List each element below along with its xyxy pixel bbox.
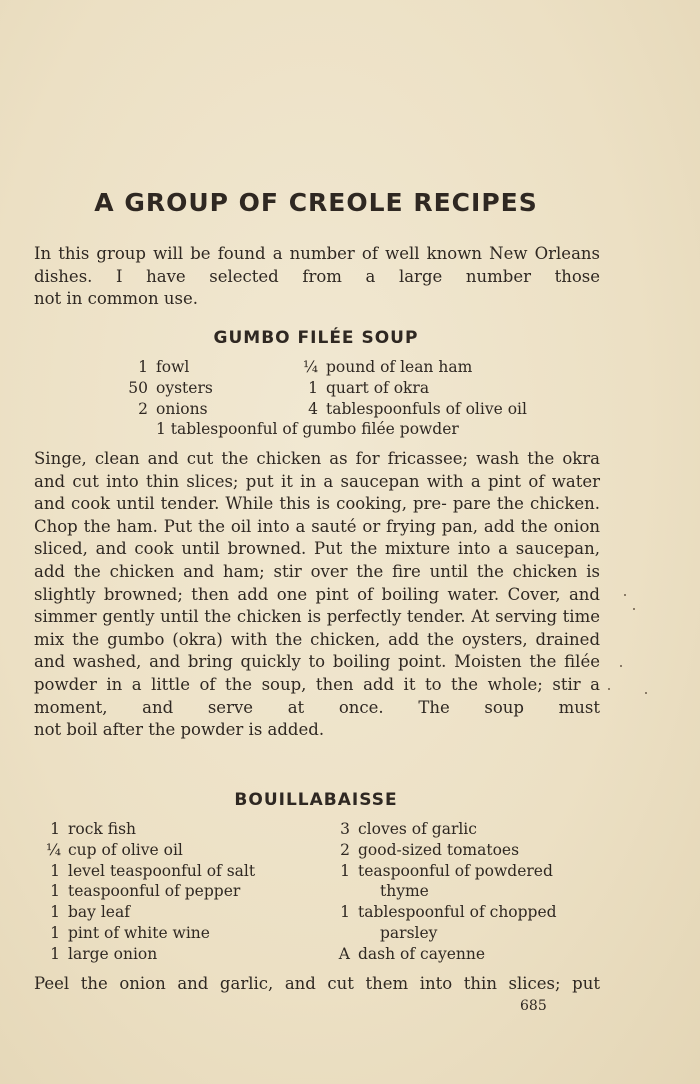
method-line: the filée powder in a little of the soup, then add it to the (34, 652, 600, 694)
ingredient: ¼ pound of lean ham (302, 358, 473, 376)
method-line: pare the chicken. Chop the ham. Put the oil into a sauté or (34, 494, 600, 536)
method-line: over the fire until the chicken is slightly browned; then add (34, 561, 600, 604)
bouillabaisse-ingredients-left (46, 819, 255, 965)
paper-speck (645, 692, 647, 694)
method-line: Singe, clean and cut the chicken as for fricassee; wash the (34, 449, 555, 468)
ingredient: 1 pint of white wine (50, 923, 210, 942)
ingredient: 2 good-sized tomatoes (340, 840, 520, 859)
intro-line: not in common use. (34, 289, 198, 309)
ingredient: 4 tablespoonfuls of olive oil (308, 399, 527, 418)
gumbo-method (34, 448, 600, 742)
page-number: 685 (520, 998, 547, 1014)
bouillabaisse-method (34, 973, 600, 996)
ingredient: 50 oysters (128, 378, 213, 397)
paper-speck (624, 594, 626, 596)
ingredient: 1 bay leaf (50, 903, 130, 922)
ingredient: 1 teaspoonful of pepper (50, 882, 241, 901)
ingredient: parsley (380, 923, 438, 942)
method-line: and washed, and bring quickly to boiling point. Moisten (34, 652, 522, 672)
method-line: not boil after the powder is added. (34, 720, 325, 740)
intro-paragraph (34, 243, 600, 311)
ingredient: 1 quart of okra (308, 378, 430, 397)
paper-speck (633, 608, 635, 610)
paper-speck (620, 665, 622, 667)
ingredient: 1 level teaspoonful of salt (50, 861, 256, 880)
bouillabaisse-ingredients-right (334, 819, 557, 965)
gumbo-ingredients-right (300, 357, 527, 419)
bouillabaisse-heading: BOUILLABAISSE (234, 790, 398, 810)
gumbo-ingredient-center: 1 tablespoonful of gumbo filée powder (156, 420, 459, 438)
intro-line: In this group will be found a number of well known New (34, 244, 528, 263)
ingredient: 1 fowl (138, 358, 190, 376)
ingredient: A dash of cayenne (338, 944, 486, 963)
method-line: one pint of boiling water. Cover, and simmer gently until (34, 584, 600, 627)
ingredient: 1 large onion (50, 944, 158, 963)
ingredient: 1 tablespoonful of chopped (340, 903, 557, 922)
method-line: frying pan, add the onion sliced, and cook until browned. Put (34, 516, 601, 559)
ingredient: 1 teaspoonful of powdered (340, 861, 553, 880)
method-line: the mixture into a saucepan, add the chicken and ham; stir (34, 539, 600, 581)
method-line: Peel the onion and garlic, and cut them into thin slices; put (34, 974, 600, 993)
gumbo-heading: GUMBO FILÉE SOUP (213, 328, 419, 348)
ingredient: 1 rock fish (50, 820, 137, 838)
method-line: the chicken is perfectly tender. At serving time mix the (34, 607, 600, 649)
gumbo-ingredients-left (110, 357, 213, 419)
method-line: gumbo (okra) with the chicken, add the oysters, drained (107, 629, 601, 649)
intro-line: Orleans dishes. I have selected from a large number those (34, 244, 600, 286)
page-title: A GROUP OF CREOLE RECIPES (94, 188, 538, 217)
ingredient: 2 onions (138, 399, 208, 418)
method-line: of water and cook until tender. While this is cooking, pre- (34, 471, 601, 514)
method-line: whole; stir a moment, and serve at once. The soup must (34, 674, 600, 717)
method-line: okra and cut into thin slices; put it in a saucepan with a pint (34, 449, 600, 491)
ingredient: 3 cloves of garlic (340, 820, 477, 838)
ingredient: thyme (380, 882, 429, 901)
ingredient: ¼ cup of olive oil (46, 840, 183, 859)
paper-speck (608, 688, 610, 690)
